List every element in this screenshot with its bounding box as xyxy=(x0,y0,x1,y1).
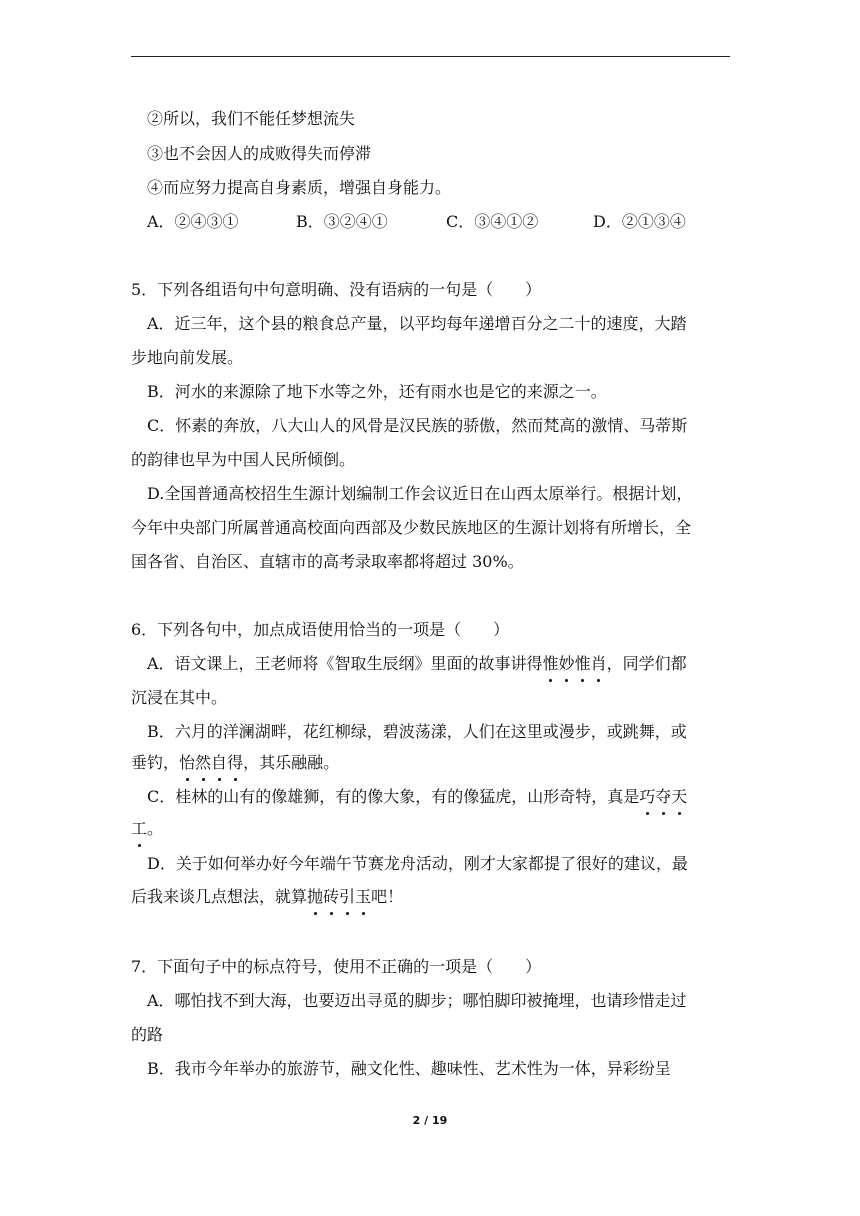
q4-option-d: D．②①③④ xyxy=(593,212,686,231)
q6-option-a-line1: A．语文课上，王老师将《智取生辰纲》里面的故事讲得惟妙惟肖，同学们都 xyxy=(147,654,687,673)
q6-option-d-line2: 后我来谈几点想法，就算抛砖引玉吧！ xyxy=(131,887,404,906)
q4-option-c: C．③④①② xyxy=(446,212,539,231)
dotted-idiom-char: 工 xyxy=(131,819,148,838)
dotted-idiom-char: 天 xyxy=(671,787,688,806)
q5-option-a-line1: A．近三年，这个县的粮食总产量，以平均每年递增百分之二十的速度，大踏 xyxy=(147,314,687,333)
q5-option-c-line2: 的韵律也早为中国人民所倾倒。 xyxy=(131,450,356,469)
q4-option-b: B．③②④① xyxy=(296,212,388,231)
q7-option-a-line2: 的路 xyxy=(131,1025,164,1044)
q5-option-a-line2: 步地向前发展。 xyxy=(131,348,244,367)
q6-option-c-line2: 工。 xyxy=(131,819,164,838)
q5-option-d-line3: 国各省、自治区、直辖市的高考录取率都将超过 30%。 xyxy=(131,552,524,571)
dotted-idiom-char: 自 xyxy=(211,753,228,772)
q7-option-b-line1: B．我市今年举办的旅游节，融文化性、趣味性、艺术性为一体，异彩纷呈 xyxy=(147,1059,671,1078)
q4-line-4: ④而应努力提高自身素质，增强自身能力。 xyxy=(147,178,452,197)
dotted-idiom-char: 妙 xyxy=(558,654,575,673)
dotted-idiom-char: 抛 xyxy=(307,887,324,906)
q6-stem: 6．下列各句中，加点成语使用恰当的一项是（ ） xyxy=(131,620,510,639)
dotted-idiom-char: 玉 xyxy=(355,887,372,906)
q5-option-b: B．河水的来源除了地下水等之外，还有雨水也是它的来源之一。 xyxy=(147,382,607,401)
q5-option-c-line1: C．怀素的奔放，八大山人的风骨是汉民族的骄傲，然而梵高的激情、马蒂斯 xyxy=(147,416,688,435)
q5-stem: 5．下列各组语句中句意明确、没有语病的一句是（ ） xyxy=(131,280,542,299)
dotted-idiom-char: 引 xyxy=(339,887,356,906)
page-number: 2 / 19 xyxy=(412,1114,448,1127)
dotted-idiom-char: 得 xyxy=(227,753,244,772)
q6-option-b-line1: B．六月的洋澜湖畔，花红柳绿，碧波荡漾，人们在这里或漫步，或跳舞，或 xyxy=(147,722,687,741)
dotted-idiom-char: 砖 xyxy=(323,887,340,906)
dotted-idiom-char: 夺 xyxy=(655,787,672,806)
q6-option-a-line2: 沉浸在其中。 xyxy=(131,688,228,707)
dotted-idiom-char: 惟 xyxy=(542,654,559,673)
dotted-idiom-char: 惟 xyxy=(574,654,591,673)
dotted-idiom-char: 巧 xyxy=(639,787,656,806)
q4-line-3: ③也不会因人的成败得失而停滞 xyxy=(147,144,372,163)
q6-option-c-line1: C．桂林的山有的像雄狮，有的像大象，有的像猛虎，山形奇特，真是巧夺天 xyxy=(147,787,688,806)
q7-option-a-line1: A．哪怕找不到大海，也要迈出寻觅的脚步；哪怕脚印被掩埋，也请珍惜走过 xyxy=(147,991,687,1010)
q4-line-2: ②所以，我们不能任梦想流失 xyxy=(147,109,356,128)
dotted-idiom-char: 肖 xyxy=(590,654,607,673)
dotted-idiom-char: 然 xyxy=(195,753,212,772)
q6-option-d-line1: D．关于如何举办好今年端午节赛龙舟活动，刚才大家都提了很好的建议，最 xyxy=(147,854,688,873)
q5-option-d-line2: 今年中央部门所属普通高校面向西部及少数民族地区的生源计划将有所增长，全 xyxy=(131,518,692,537)
dotted-idiom-char: 怡 xyxy=(179,753,196,772)
q7-stem: 7．下面句子中的标点符号，使用不正确的一项是（ ） xyxy=(131,957,542,976)
q4-option-a: A．②④③① xyxy=(147,212,239,231)
q5-option-d-line1: D.全国普通高校招生生源计划编制工作会议近日在山西太原举行。根据计划， xyxy=(147,484,693,503)
header-rule xyxy=(131,56,730,57)
q6-option-b-line2: 垂钓，怡然自得，其乐融融。 xyxy=(131,753,340,772)
